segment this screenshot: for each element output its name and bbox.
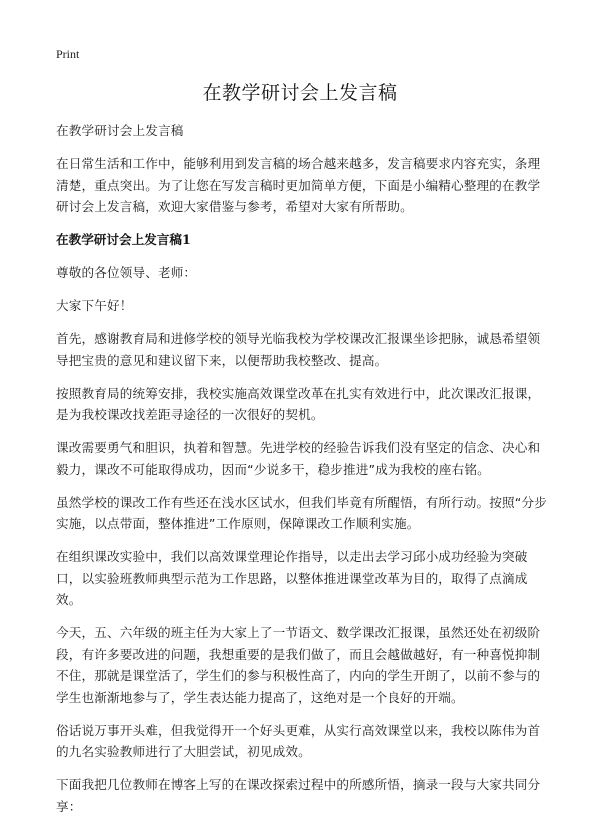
- body-paragraph: 在组织课改实验中，我们以高效课堂理论作指导，以走出去学习邱小成功经验为突破口，以实验班教师典型示范为工作思路，以整体推进课堂改革为目的，取得了点滴成效。: [56, 549, 528, 607]
- print-link[interactable]: Print: [56, 47, 80, 61]
- greeting: 大家下午好！: [56, 298, 133, 313]
- salutation: 尊敬的各位领导、老师：: [56, 265, 197, 280]
- body-paragraph: 今天，五、六年级的班主任为大家上了一节语文、数学课改汇报课，虽然还处在初级阶段，有许多要改进的问题，我想重要的是我们做了，而且会越做越好，有一种喜悦抑制不住，那就是课堂活了，学生们的参与积极性高了，内向的学生开朗了，以前不参与的学生也渐渐地参与了，学生表达能力提高了，这绝对是一个良好的开端。: [56, 625, 541, 705]
- page-title: 在教学研讨会上发言稿: [202, 82, 398, 104]
- intro-label: 在教学研讨会上发言稿: [56, 123, 184, 138]
- body-paragraph: 课改需要勇气和胆识，执着和智慧。先进学校的经验告诉我们没有坚定的信念、决心和毅力，课改不可能取得成功，因而“少说多干，稳步推进”成为我校的座右铭。: [56, 440, 541, 477]
- section-heading: 在教学研讨会上发言稿1: [56, 232, 191, 247]
- body-paragraph: 俗话说万事开头难，但我觉得开一个好头更难，从实行高效课堂以来，我校以陈伟为首的九名实验教师进行了大胆尝试，初见成效。: [56, 722, 541, 759]
- body-paragraph: 下面我把几位教师在博客上写的在课改探索过程中的所感所悟，摘录一段与大家共同分享：: [56, 777, 541, 814]
- intro-paragraph: 在日常生活和工作中，能够利用到发言稿的场合越来越多，发言稿要求内容充实，条理清楚，重点突出。为了让您在写发言稿时更加简单方便，下面是小编精心整理的在教学研讨会上发言稿，欢迎大家借鉴与参考，希望对大家有所帮助。: [56, 156, 541, 214]
- body-paragraph: 按照教育局的统筹安排，我校实施高效课堂改革在扎实有效进行中，此次课改汇报课，是为我校课改找差距寻途径的一次很好的契机。: [56, 385, 541, 422]
- body-paragraph: 首先，感谢教育局和进修学校的领导光临我校为学校课改汇报课坐诊把脉，诚恳希望领导把宝贵的意见和建议留下来，以便帮助我校整改、提高。: [56, 331, 541, 368]
- body-paragraph: 虽然学校的课改工作有些还在浅水区试水，但我们毕竟有所醒悟，有所行动。按照“分步实施，以点带面，整体推进”工作原则，保障课改工作顺利实施。: [56, 494, 547, 531]
- article-body: [56, 120, 548, 829]
